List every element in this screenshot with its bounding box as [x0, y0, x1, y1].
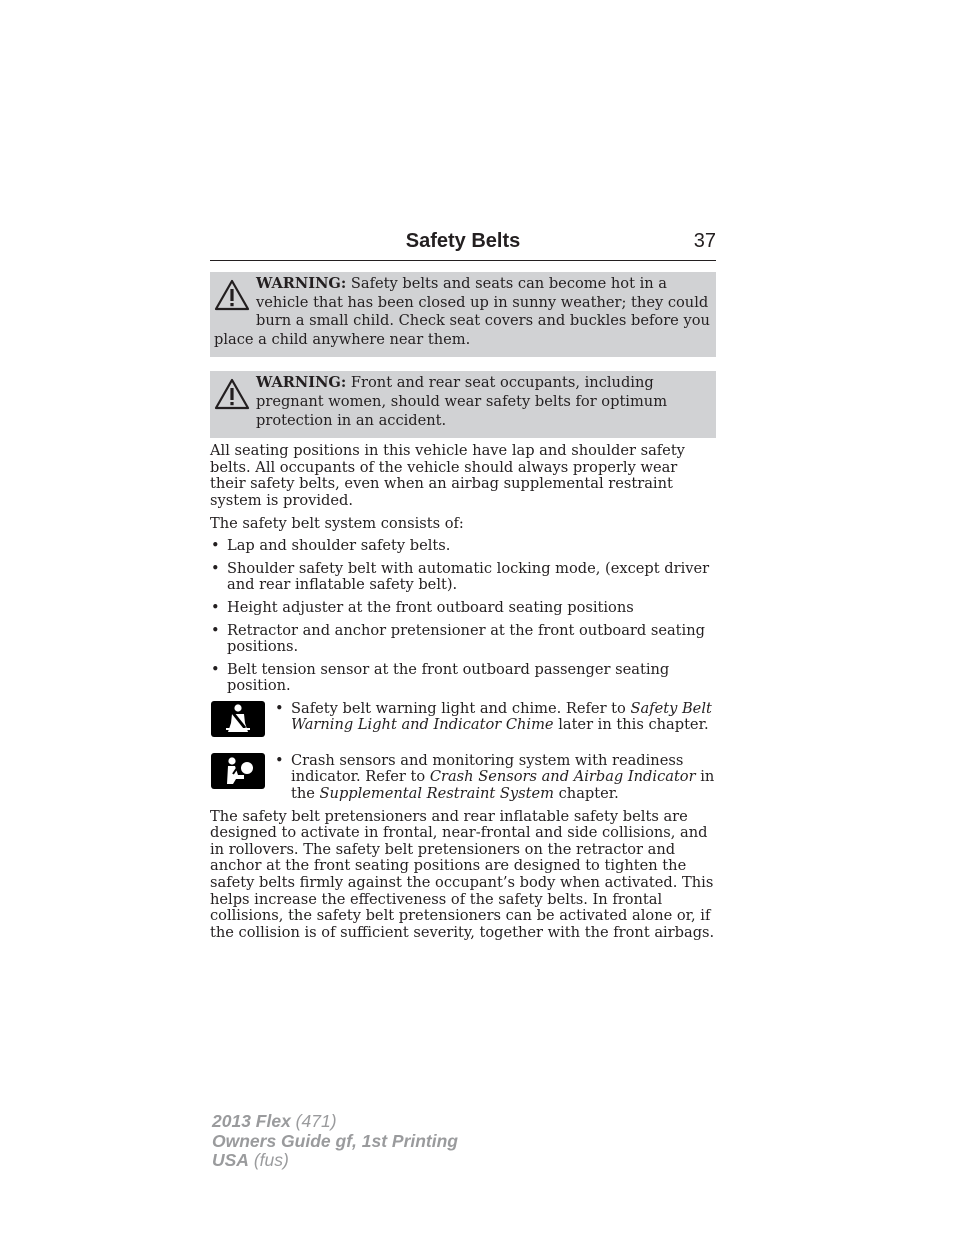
warning-label: WARNING:	[256, 275, 347, 292]
warning-box	[210, 272, 716, 357]
chapter-reference: Crash Sensors and Airbag Indicator	[429, 768, 696, 786]
warning-text: Front and rear seat occupants, including pregnant women, should wear safety belts for optimum protection in an accident.	[256, 374, 668, 429]
page-header	[210, 228, 716, 261]
icon-list-text: • Safety belt warning light and chime. Refer to Safety Belt Warning Light and Indicator Chime later in this chapter.	[275, 699, 712, 734]
consists-paragraph: The safety belt system consists of:	[210, 514, 464, 532]
footer-line: 2013 Flex (471)	[212, 1111, 337, 1131]
safety-belt-indicator-icon	[211, 701, 265, 737]
list-item: • Height adjuster at the front outboard seating positions	[211, 598, 634, 616]
list-item: • Lap and shoulder safety belts.	[211, 537, 451, 555]
warning-triangle-icon	[214, 279, 250, 313]
list-item: • Belt tension sensor at the front outboard passenger seating position.	[211, 660, 670, 695]
chapter-reference: Supplemental Restraint System	[319, 785, 554, 803]
airbag-indicator-icon	[211, 753, 265, 789]
warning-triangle-icon	[214, 378, 250, 412]
list-item: • Shoulder safety belt with automatic locking mode, (except driver and rear inflatable safety belt).	[211, 559, 710, 594]
footer-line: USA (fus)	[212, 1150, 289, 1170]
warning-box	[210, 371, 716, 438]
intro-paragraph: All seating positions in this vehicle have lap and shoulder safety belts. All occupants of the vehicle should always properly wear their safety belts, even when an airbag supplemental restraint system is provided.	[210, 442, 685, 509]
component-list	[210, 538, 716, 695]
chapter-reference: Safety Belt Warning Light and Indicator Chime	[291, 699, 712, 734]
footer-line: Owners Guide gf, 1st Printing	[212, 1130, 458, 1151]
icon-list-item	[210, 701, 716, 741]
page-title: Safety Belts	[405, 230, 521, 252]
page-number: 37	[693, 230, 716, 252]
page-footer	[212, 1112, 458, 1171]
manual-page	[210, 228, 716, 941]
pretensioner-paragraph: The safety belt pretensioners and rear inflatable safety belts are designed to activate in frontal, near-frontal and side collisions, and in rollovers. The safety belt pretensioners on the retractor and anchor at the front seating positions are designed to tighten the safety belts firmly against the occupant’s body when activated. This helps increase the effectiveness of the safety belts. In frontal collisions, the safety belt pretensioners can be activated alone or, if the collision is of sufficient severity, together with the front airbags.	[210, 807, 715, 941]
icon-list-text: • Crash sensors and monitoring system with readiness indicator. Refer to Crash Sensors and Airbag Indicator in the Supplemental Restraint System chapter.	[275, 751, 715, 803]
list-item: • Retractor and anchor pretensioner at the front outboard seating positions.	[211, 621, 705, 656]
warning-label: WARNING:	[256, 374, 347, 392]
icon-list-item	[210, 753, 716, 803]
warning-text: Safety belts and seats can become hot in a vehicle that has been closed up in sunny weather; they could burn a small child. Check seat covers and buckles before you place a child anywhere near them.	[214, 275, 710, 348]
